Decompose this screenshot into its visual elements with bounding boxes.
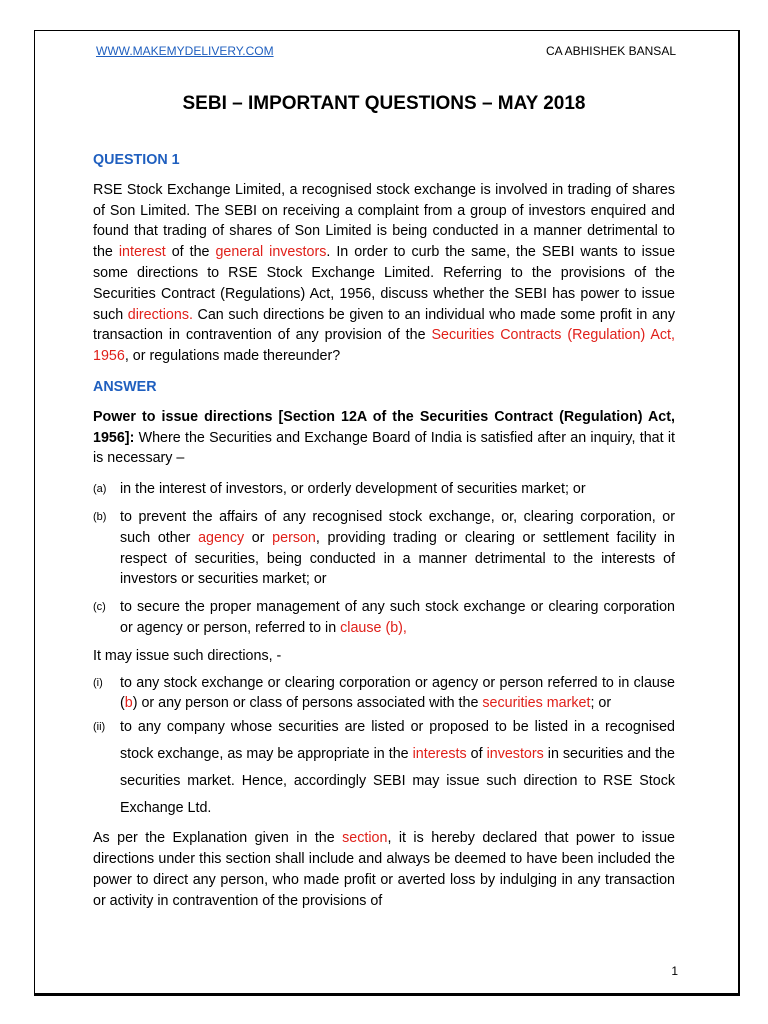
page-number: 1 <box>671 964 678 978</box>
item-text: in the interest of investors, or orderly development of securities market; or <box>120 481 586 498</box>
header-website-link[interactable]: WWW.MAKEMYDELIVERY.COM <box>96 44 274 58</box>
list-item-text <box>120 714 675 822</box>
list-item-text <box>120 673 675 715</box>
list-item <box>93 479 675 500</box>
q-text-5: , or regulations made thereunder? <box>124 348 341 365</box>
item-text: of <box>466 746 487 763</box>
list-marker: (a) <box>93 483 107 496</box>
q-text-2: of the <box>165 244 216 261</box>
item-text: in securities and the securities market. Hence, accordingly SEBI may issue such direction to RSE Stock Exchange Ltd. <box>120 746 675 817</box>
item-text: to prevent the affairs of any recognised stock exchange, or, clearing corporation, or such other <box>120 508 675 546</box>
q-highlight-4: Securities Contracts (Regulation) Act, 1956 <box>93 327 675 365</box>
item-highlight: agency <box>198 529 245 546</box>
answer-heading: ANSWER <box>93 378 157 395</box>
list-item-text <box>120 507 675 590</box>
document-body <box>93 150 675 921</box>
item-text: to any stock exchange or clearing corporation or agency or person referred to in clause ( <box>120 674 675 712</box>
q-highlight-3: directions. <box>127 306 193 323</box>
item-highlight: clause (b), <box>340 619 407 636</box>
expl-highlight: section <box>342 830 388 847</box>
expl-text: As per the Explanation given in the <box>93 830 343 847</box>
item-text: , providing trading or clearing or settlement facility in respect of securities, being conducted in a manner detrimental to the interests of investors or securities market; or <box>120 529 675 588</box>
question-heading: QUESTION 1 <box>93 152 180 168</box>
list-marker: (i) <box>93 676 103 689</box>
question-text <box>93 180 675 367</box>
list-item-text <box>120 479 675 500</box>
list-item <box>93 714 675 822</box>
list-item <box>93 673 675 715</box>
item-text: ; or <box>590 695 612 712</box>
item-highlight: interests <box>412 746 467 763</box>
header-author: CA ABHISHEK BANSAL <box>545 44 676 58</box>
item-highlight: person <box>272 529 316 546</box>
item-text: to secure the proper management of any such stock exchange or clearing corporation or agency or person, referred to in <box>120 599 675 636</box>
list-item <box>93 597 675 639</box>
item-text: ) or any person or class of persons associated with the <box>132 695 483 712</box>
item-highlight: b <box>124 695 133 712</box>
q-highlight-1: interest <box>118 244 166 261</box>
list-marker: (ii) <box>93 721 106 734</box>
q-text-3: . In order to curb the same, the SEBI wants to issue some directions to RSE Stock Exchange Limited. Referring to the provisions of the Securities Contract (Regulations) Act, 1956, discuss whether the SEBI has power to issue such <box>93 244 676 323</box>
answer-lead-bold: Power to issue directions [Section 12A of the Securities Contract (Regulation) Act, 1956]: <box>93 408 675 446</box>
answer-lead-text: Where the Securities and Exchange Board of India is satisfied after an inquiry, that it is necessary – <box>93 429 675 467</box>
q-text-4: Can such directions be given to an individual who made some profit in any transaction in contravention of any provision of the <box>93 306 676 344</box>
q-text-1: RSE Stock Exchange Limited, a recognised stock exchange is involved in trading of shares of Son Limited. The SEBI on receiving a complaint from a group of investors enquired and found that trading of shares of Son Limited is being conducted in a manner detrimental to the <box>93 181 675 261</box>
answer-lead <box>93 407 675 469</box>
q-highlight-2: general investors <box>215 244 327 261</box>
list-item-text <box>120 597 675 639</box>
list-marker: (b) <box>93 510 107 523</box>
expl-text: , it is hereby declared that power to issue directions under this section shall include and always be deemed to have been included the power to direct any person, who made profit or averted loss by indulging in any transaction or activity in contravention of the provisions of <box>93 830 675 909</box>
issue-line: It may issue such directions, - <box>93 647 282 664</box>
list-item <box>93 507 675 590</box>
list-marker: (c) <box>93 601 106 614</box>
explanation-paragraph <box>93 828 675 911</box>
page-title: SEBI – IMPORTANT QUESTIONS – MAY 2018 <box>182 93 586 114</box>
item-highlight: securities market <box>482 695 591 712</box>
item-highlight: investors <box>486 746 544 763</box>
item-text: to any company whose securities are listed or proposed to be listed in a recognised stock exchange, as may be appropriate in the <box>120 719 675 763</box>
item-text: or <box>244 529 273 546</box>
